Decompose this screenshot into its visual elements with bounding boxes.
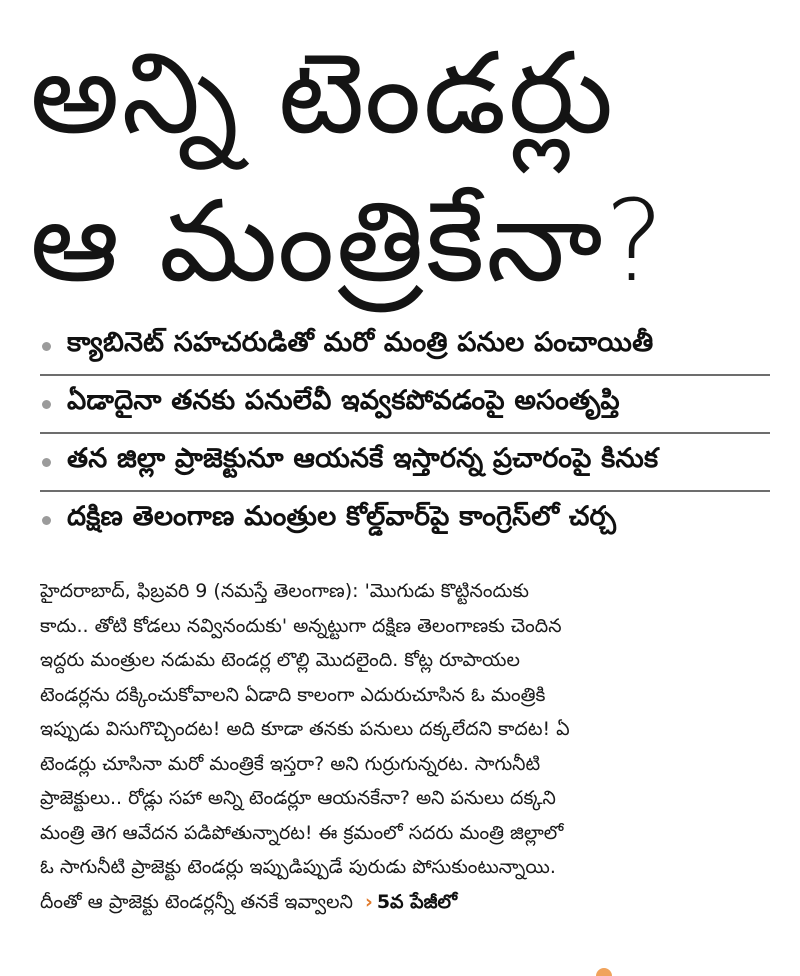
highlights-list	[40, 318, 770, 548]
highlight-item	[40, 434, 770, 492]
bullet-dot-icon	[42, 516, 51, 525]
bullet-dot-icon	[42, 342, 51, 351]
headline	[30, 20, 780, 316]
highlight-item	[40, 492, 770, 548]
headline-line-2: ఆ మంత్రికేనా?	[30, 177, 667, 307]
article-line: ఇద్దరు మంత్రుల నడుమ టెండర్ల లొల్లి మొదలైంది. కోట్ల రూపాయల	[40, 649, 520, 671]
chevron-right-icon: ›	[364, 890, 373, 913]
article-line: టెండర్లు చూసినా మరో మంత్రికే ఇస్తరా? అని గుర్రుగున్నరట. సాగునీటి	[40, 752, 541, 775]
article-line: టెండర్లను దక్కించుకోవాలని ఏడాది కాలంగా ఎదురుచూసిన ఓ మంత్రికి	[40, 683, 546, 706]
highlight-text: క్యాబినెట్ సహచరుడితో మరో మంత్రి పనుల పంచాయితీ	[67, 327, 654, 358]
continued-on-page-link[interactable]	[365, 885, 457, 920]
highlight-text: ఏడాదైనా తనకు పనులేవీ ఇవ్వకపోవడంపై అసంతృప్తి	[67, 385, 620, 416]
highlight-item	[40, 376, 770, 434]
article-last-line	[40, 885, 780, 920]
article-line: ప్రాజెక్టులు.. రోడ్లు సహా అన్ని టెండర్లూ ఆయనకేనా? అని పనులు దక్కని	[40, 787, 556, 809]
article-body	[40, 574, 780, 919]
highlight-item	[40, 318, 770, 376]
bullet-dot-icon	[42, 458, 51, 467]
article-line: హైదరాబాద్, ఫిబ్రవరి 9 (నమస్తే తెలంగాణ): 'మొగుడు కొట్టినందుకు	[40, 580, 529, 602]
article-line-text: దీంతో ఆ ప్రాజెక్టు టెండర్లన్నీ తనకే ఇవ్వాలని	[40, 890, 353, 913]
highlight-text: తన జిల్లా ప్రాజెక్టునూ ఆయనకే ఇస్తారన్న ప్రచారంపై కినుక	[67, 443, 659, 474]
article-line: ఇప్పుడు విసుగొచ్చిందట! అది కూడా తనకు పనులు దక్కలేదని కాదట! ఏ	[40, 718, 570, 740]
article-line: కాదు.. తోటి కోడలు నవ్వినందుకు' అన్నట్టుగా దక్షిణ తెలంగాణకు చెందిన	[40, 614, 562, 637]
continued-page-label: 5వ పేజీలో	[376, 890, 458, 913]
headline-line-1: అన్ని టెండర్లు	[30, 29, 616, 159]
article-line: మంత్రి తెగ ఆవేదన పడిపోతున్నారట! ఈ క్రమంలో సదరు మంత్రి జిల్లాలో	[40, 821, 564, 844]
page-edge-marker	[596, 968, 612, 976]
article-line: ఓ సాగునీటి ప్రాజెక్టు టెండర్లు ఇప్పుడిప్పుడే పురుడు పోసుకుంటున్నాయి.	[40, 856, 556, 878]
bullet-dot-icon	[42, 400, 51, 409]
highlight-text: దక్షిణ తెలంగాణ మంత్రుల కోల్డ్‌వార్‌పై కాంగ్రెస్‌లో చర్చ	[67, 501, 617, 532]
